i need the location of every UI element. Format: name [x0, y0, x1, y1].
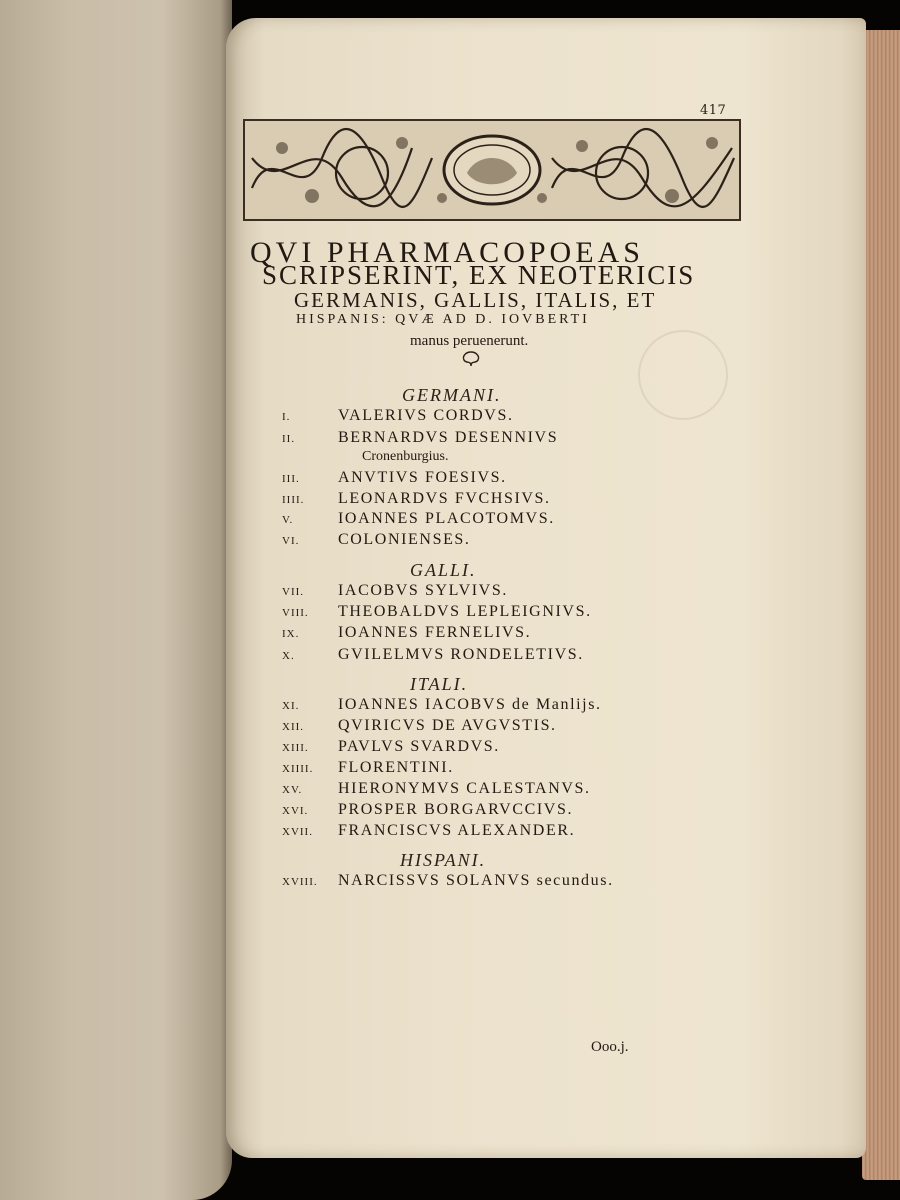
- faint-library-stamp: [638, 330, 728, 420]
- entry-number: XII.: [282, 721, 305, 733]
- entry-number: VIII.: [282, 607, 309, 619]
- entry-number: XVII.: [282, 826, 313, 838]
- entry-number: X.: [282, 650, 295, 662]
- entry-name: BERNARDVS DESENNIVS: [338, 429, 559, 446]
- entry-continuation: Cronenburgius.: [362, 449, 449, 464]
- section-heading-hispani: HISPANI.: [400, 850, 487, 870]
- entry-name: QVIRICVS DE AVGVSTIS.: [338, 717, 557, 734]
- title-line-3: GERMANIS, GALLIS, ITALIS, ET: [294, 288, 657, 312]
- entry-name: IOANNES FERNELIVS.: [338, 624, 532, 641]
- entry-name: IACOBVS SYLVIVS.: [338, 582, 508, 599]
- section-heading-itali: ITALI.: [410, 674, 469, 694]
- entry-number: XVI.: [282, 805, 309, 817]
- entry-name: IOANNES IACOBVS de Manlijs.: [338, 696, 602, 713]
- entry-name: FLORENTINI.: [338, 759, 454, 776]
- entry-name: IOANNES PLACOTOMVS.: [338, 510, 555, 527]
- entry-number: VI.: [282, 535, 300, 547]
- title-line-2: SCRIPSERINT, EX NEOTERICIS: [262, 260, 696, 290]
- entry-number: XV.: [282, 784, 303, 796]
- page-edges: [862, 30, 900, 1180]
- entry-name: LEONARDVS FVCHSIVS.: [338, 490, 551, 507]
- entry-number: XI.: [282, 700, 300, 712]
- entry-number: XIII.: [282, 742, 309, 754]
- entry-number: V.: [282, 514, 294, 526]
- signature-mark: Ooo.j.: [591, 1039, 629, 1055]
- entry-number: I.: [282, 411, 291, 423]
- section-heading-galli: GALLI.: [410, 560, 477, 580]
- title-line-4: HISPANIS: QVÆ AD D. IOVBERTI: [296, 312, 590, 327]
- entry-name: PROSPER BORGARVCCIVS.: [338, 801, 574, 818]
- entry-name: COLONIENSES.: [338, 531, 471, 548]
- entry-name: PAVLVS SVARDVS.: [338, 738, 500, 755]
- entry-number: IX.: [282, 628, 300, 640]
- title-line-1: QVI PHARMACOPOEAS: [250, 236, 644, 269]
- entry-name: NARCISSVS SOLANVS secundus.: [338, 872, 614, 889]
- section-heading-germani: GERMANI.: [402, 385, 502, 405]
- entry-number: IIII.: [282, 494, 305, 506]
- entry-name: THEOBALDVS LEPLEIGNIVS.: [338, 603, 592, 620]
- entry-number: III.: [282, 473, 300, 485]
- fleuron-ornament: [458, 350, 484, 368]
- entry-number: XIIII.: [282, 763, 314, 775]
- page-number: 417: [700, 103, 727, 118]
- ornamental-headpiece: [242, 118, 742, 222]
- entry-name: FRANCISCVS ALEXANDER.: [338, 822, 576, 839]
- entry-number: VII.: [282, 586, 305, 598]
- entry-name: GVILELMVS RONDELETIVS.: [338, 646, 584, 663]
- left-page: [0, 0, 232, 1200]
- entry-name: VALERIVS CORDVS.: [338, 407, 514, 424]
- entry-number: II.: [282, 433, 296, 445]
- title-line-5: manus peruenerunt.: [410, 333, 529, 349]
- entry-name: ANVTIVS FOESIVS.: [338, 469, 507, 486]
- entry-number: XVIII.: [282, 876, 318, 888]
- entry-name: HIERONYMVS CALESTANVS.: [338, 780, 591, 797]
